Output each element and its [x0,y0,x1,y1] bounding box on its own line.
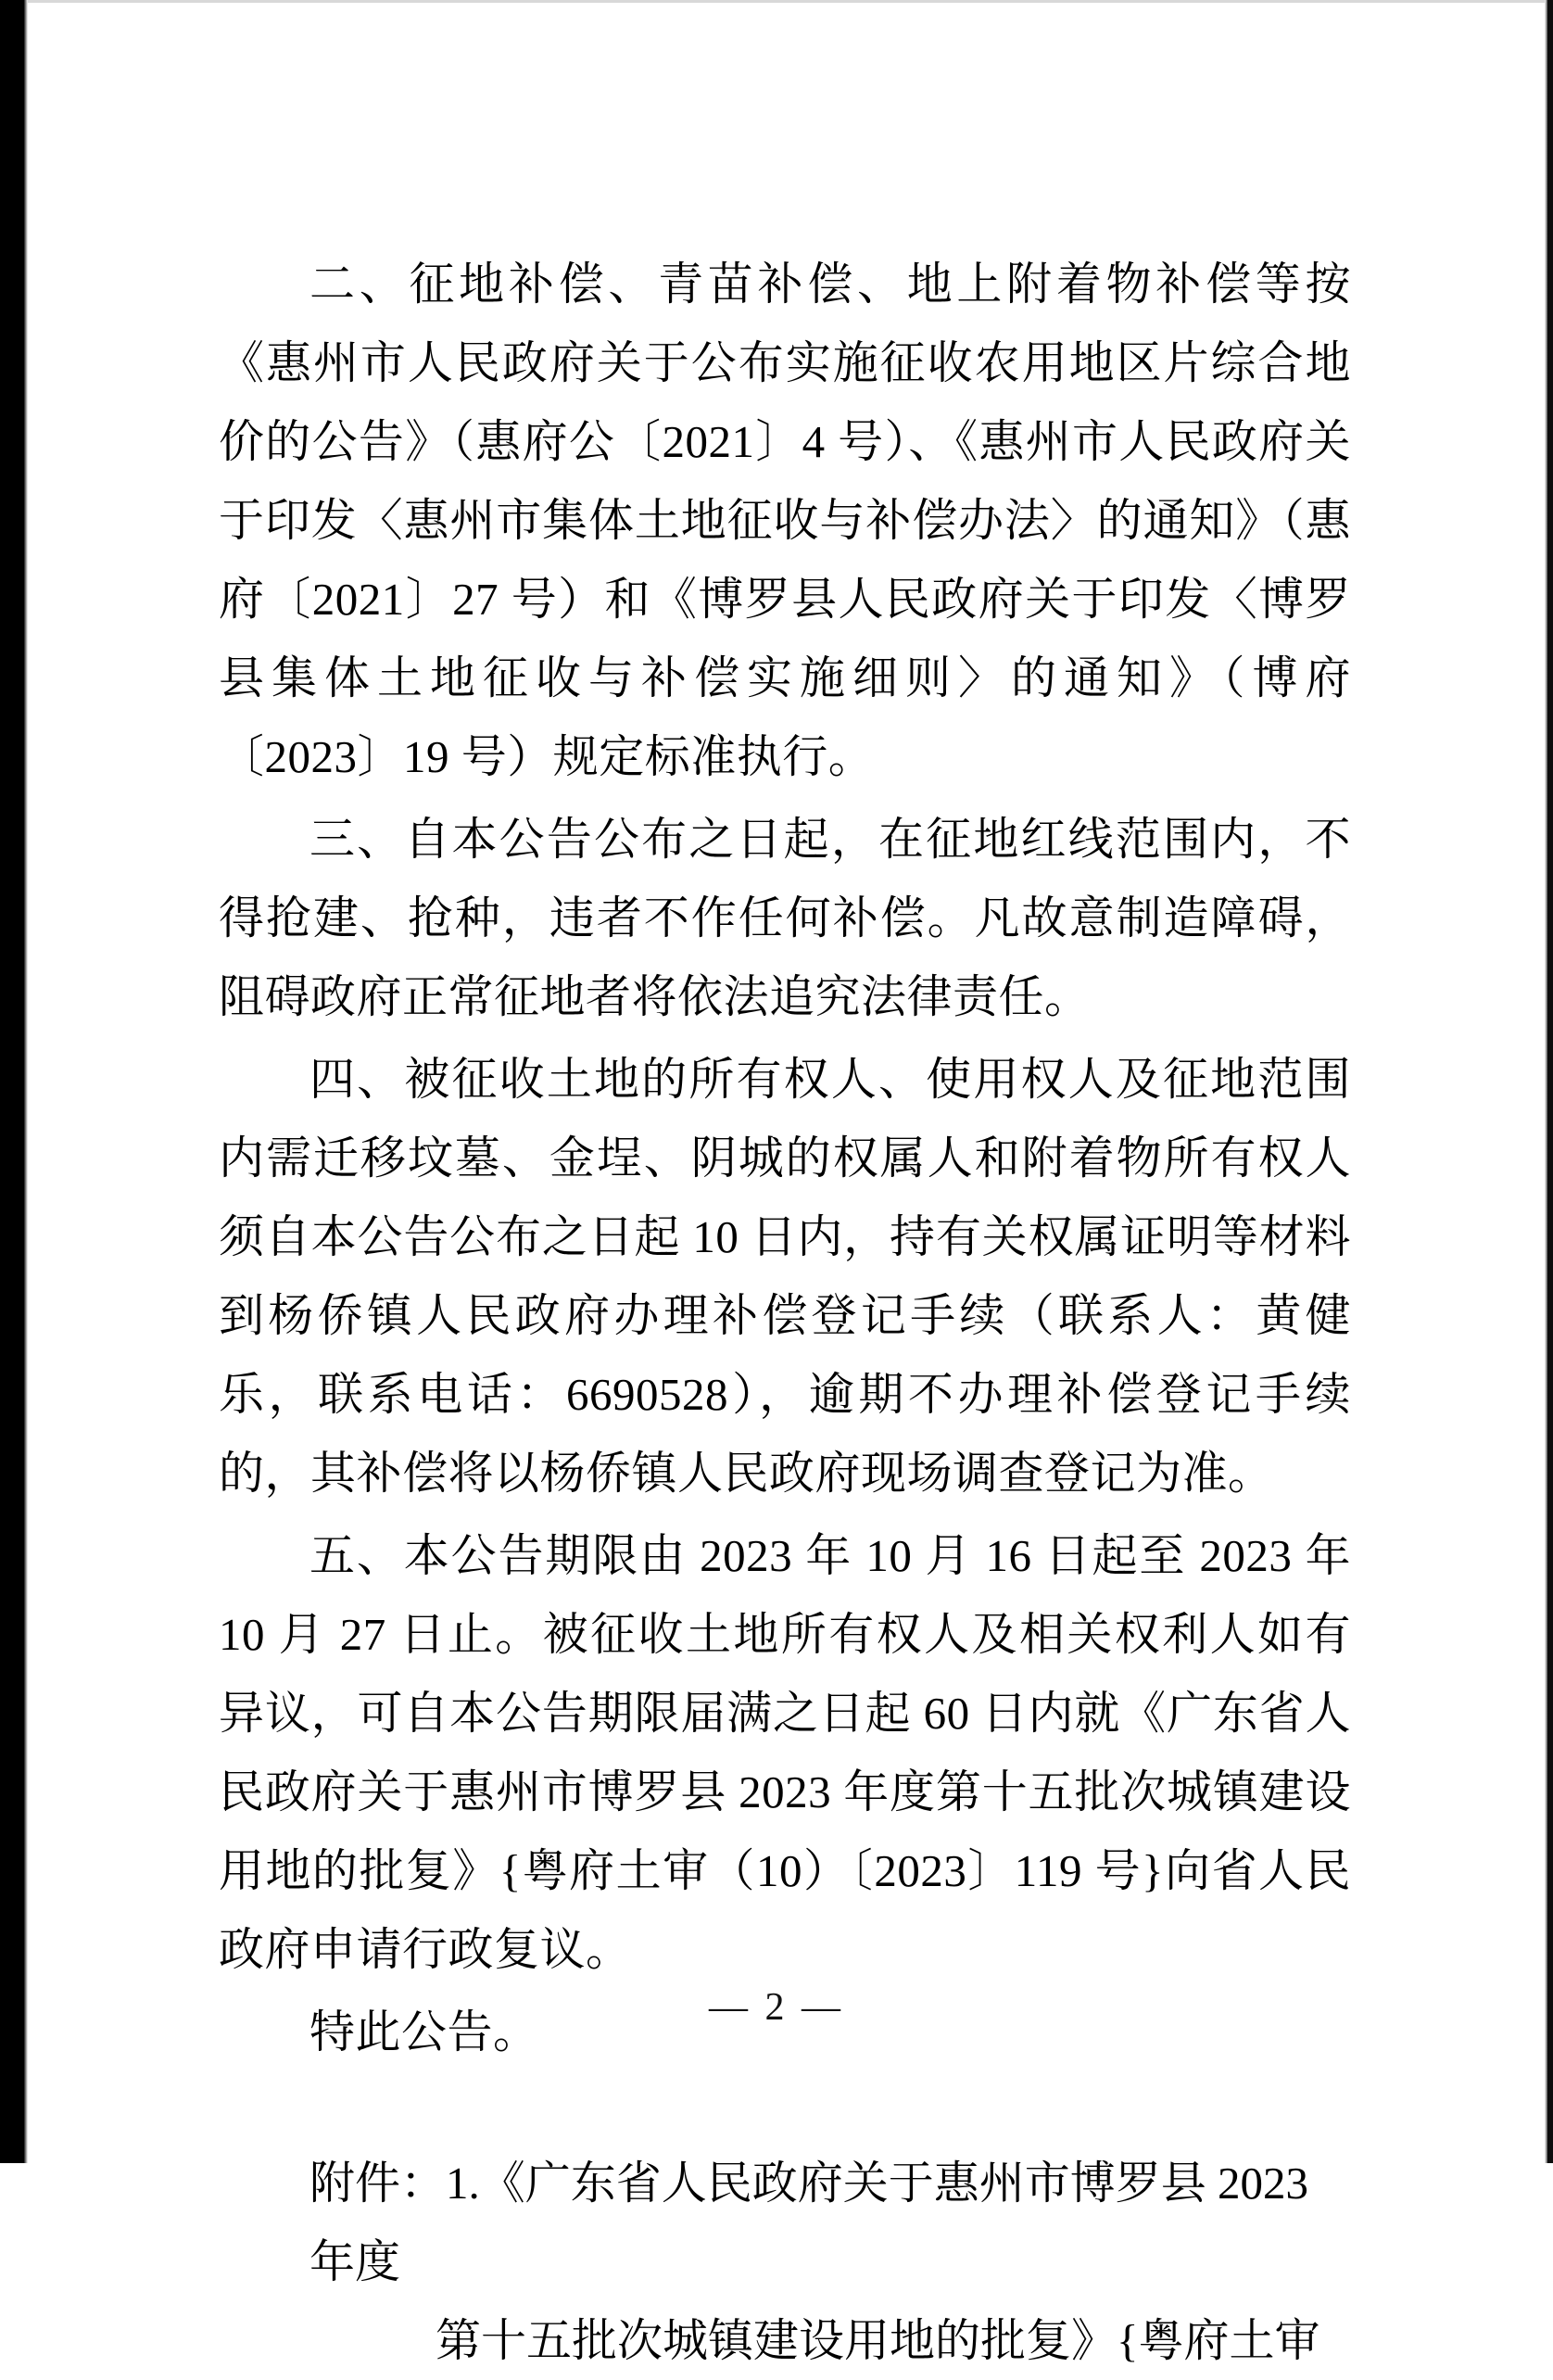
paragraph-item-3: 三、自本公告公布之日起，在征地红线范围内，不得抢建、抢种，违者不作任何补偿。凡故意制造障碍，阻碍政府正常征地者将依法追究法律责任。 [219,814,1351,1022]
paragraph-item-4: 四、被征收土地的所有权人、使用权人及征地范围内需迁移坟墓、金埕、阴城的权属人和附着物所有权人须自本公告公布之日起 10 日内，持有关权属证明等材料到杨侨镇人民政府办理补偿登记手续（联系人：黄健乐，联系电话：6690528），逾期不办理补偿登记手续的，其补偿将以杨侨镇人民政府现场调查登记为准。 [219,1054,1351,1499]
attachment-item-1-line-2: 第十五批次城镇建设用地的批复》{粤府土审 [436,2315,1320,2366]
paragraph-closing-statement: 特此公告。 [309,2007,539,2057]
paragraph-item-5: 五、本公告期限由 2023 年 10 月 16 日起至 2023 年 10 月 27 日止。被征收土地所有权人及相关权利人如有异议，可自本公告期限届满之日起 60 日内就《广东省人民政府关于惠州市博罗县 2023 年度第十五批次城镇建设用地的批复》{粤府土审（10）〔2023〕119 号}向省人民政府申请行政复议。 [219,1530,1351,1975]
paragraph-item-2: 二、征地补偿、青苗补偿、地上附着物补偿等按《惠州市人民政府关于公布实施征收农用地区片综合地价的公告》（惠府公〔2021〕4 号）、《惠州市人民政府关于印发〈惠州市集体土地征收与补偿办法〉的通知》（惠府〔2021〕27 号）和《博罗县人民政府关于印发〈博罗县集体土地征收与补偿实施细则〉的通知》（博府〔2023〕19 号）规定标准执行。 [219,259,1351,782]
attachment-list [219,2144,1351,2380]
scan-artifact-left-gradient [24,0,28,2163]
scan-artifact-right-band [1547,0,1553,2163]
scan-artifact-left-band [0,0,24,2163]
page-number: — 2 — [709,1986,844,2029]
document-body [219,245,1351,2380]
scan-artifact-top-line [28,0,1545,3]
attachment-item-1-line-1: 附件：1.《广东省人民政府关于惠州市博罗县 2023 年度 [309,2158,1309,2287]
